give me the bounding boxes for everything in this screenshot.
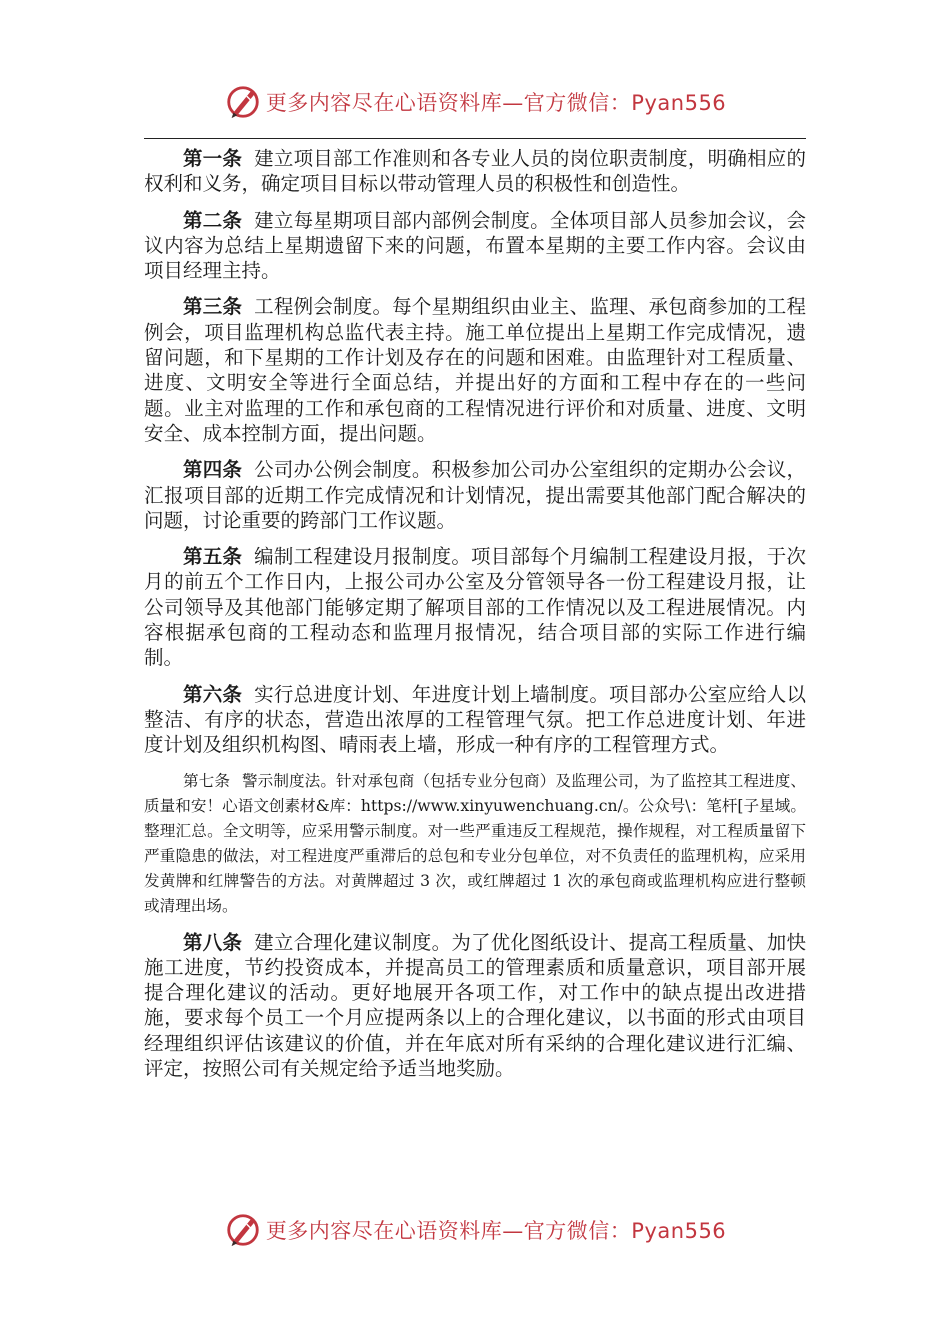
- article-6: [144, 682, 806, 758]
- article-2: [144, 208, 806, 284]
- article-text: 编制工程建设月报制度。项目部每个月编制工程建设月报，于次月的前五个工作日内，上报公司办公室及分管领导各一份工程建设月报，让公司领导及其他部门能够定期了解项目部的工作情况以及工程进展情况。内容根据承包商的工程动态和监理月报情况，结合项目部的实际工作进行编制。: [144, 545, 806, 670]
- article-text: 实行总进度计划、年进度计划上墙制度。项目部办公室应给人以整洁、有序的状态，营造出浓厚的工程管理气氛。把工作总进度计划、年进度计划及组织机构图、晴雨表上墙，形成一种有序的工程管理方式。: [144, 682, 806, 757]
- article-label: 第六条: [183, 682, 243, 706]
- article-label: 第四条: [183, 458, 243, 482]
- article-8: [144, 930, 806, 1082]
- header-banner-text: 更多内容尽在心语资料库—官方微信：Pyan556: [265, 91, 727, 115]
- document-body: [144, 146, 806, 1092]
- article-label: 第五条: [183, 545, 243, 569]
- article-text: 建立合理化建议制度。为了优化图纸设计、提高工程质量、加快施工进度，节约投资成本，并提高员工的管理素质和质量意识，项目部开展提合理化建议的活动。更好地展开各项工作，对工作中的缺点提出改进措施，要求每个员工一个月应提两条以上的合理化建议，以书面的形式由项目经理组织评估该建议的价值，并在年底对所有采纳的合理化建议进行汇编、评定，按照公司有关规定给予适当地奖励。: [144, 930, 806, 1081]
- article-1: [144, 146, 806, 197]
- article-text: 建立项目部工作准则和各专业人员的岗位职责制度，明确相应的权利和义务，确定项目目标以带动管理人员的积极性和创造性。: [144, 147, 806, 196]
- header-banner: [0, 80, 950, 124]
- article-5: [144, 544, 806, 670]
- footer-banner: [0, 1208, 950, 1252]
- article-label: 第七条: [183, 771, 231, 790]
- article-text: 公司办公例会制度。积极参加公司办公室组织的定期办公会议，汇报项目部的近期工作完成情况和计划情况，提出需要其他部门配合解决的问题，讨论重要的跨部门工作议题。: [144, 458, 806, 532]
- article-text: 建立每星期项目部内部例会制度。全体项目部人员参加会议，会议内容为总结上星期遗留下来的问题，布置本星期的主要工作内容。会议由项目经理主持。: [144, 208, 806, 283]
- pen-quill-logo-icon: [224, 1211, 262, 1249]
- article-text: 警示制度法。针对承包商（包括专业分包商）及监理公司，为了监控其工程进度、质量和安！心语文创素材&库：https://www.xinyuwenchuang.cn/。公众号\：笔杆[子星域。整理汇总。全文明等，应采用警示制度。对一些严重违反工程规范，操作规程，对工程质量留下严重隐患的做法，对工程进度严重滞后的总包和专业分包单位，对不负责任的监理机构，应采用发黄牌和红牌警告的方法。对黄牌超过 3 次，或红牌超过 1 次的承包商或监理机构应进行整顿或清理出场。: [144, 771, 806, 915]
- article-label: 第八条: [183, 930, 243, 954]
- article-text: 工程例会制度。每个星期组织由业主、监理、承包商参加的工程例会，项目监理机构总监代表主持。施工单位提出上星期工作完成情况，遗留问题，和下星期的工作计划及存在的问题和困难。由监理针对工程质量、进度、文明安全等进行全面总结，并提出好的方面和工程中存在的一些问题。业主对监理的工作和承包商的工程情况进行评价和对质量、进度、文明安全、成本控制方面，提出问题。: [144, 295, 806, 445]
- pen-quill-logo-icon: [224, 83, 262, 121]
- article-label: 第三条: [183, 295, 243, 319]
- article-4: [144, 457, 806, 533]
- article-3: [144, 294, 806, 446]
- article-label: 第一条: [183, 147, 243, 170]
- footer-banner-text: 更多内容尽在心语资料库—官方微信：Pyan556: [265, 1219, 727, 1243]
- header-divider: [144, 138, 806, 139]
- article-7: [144, 769, 806, 919]
- article-label: 第二条: [183, 208, 243, 232]
